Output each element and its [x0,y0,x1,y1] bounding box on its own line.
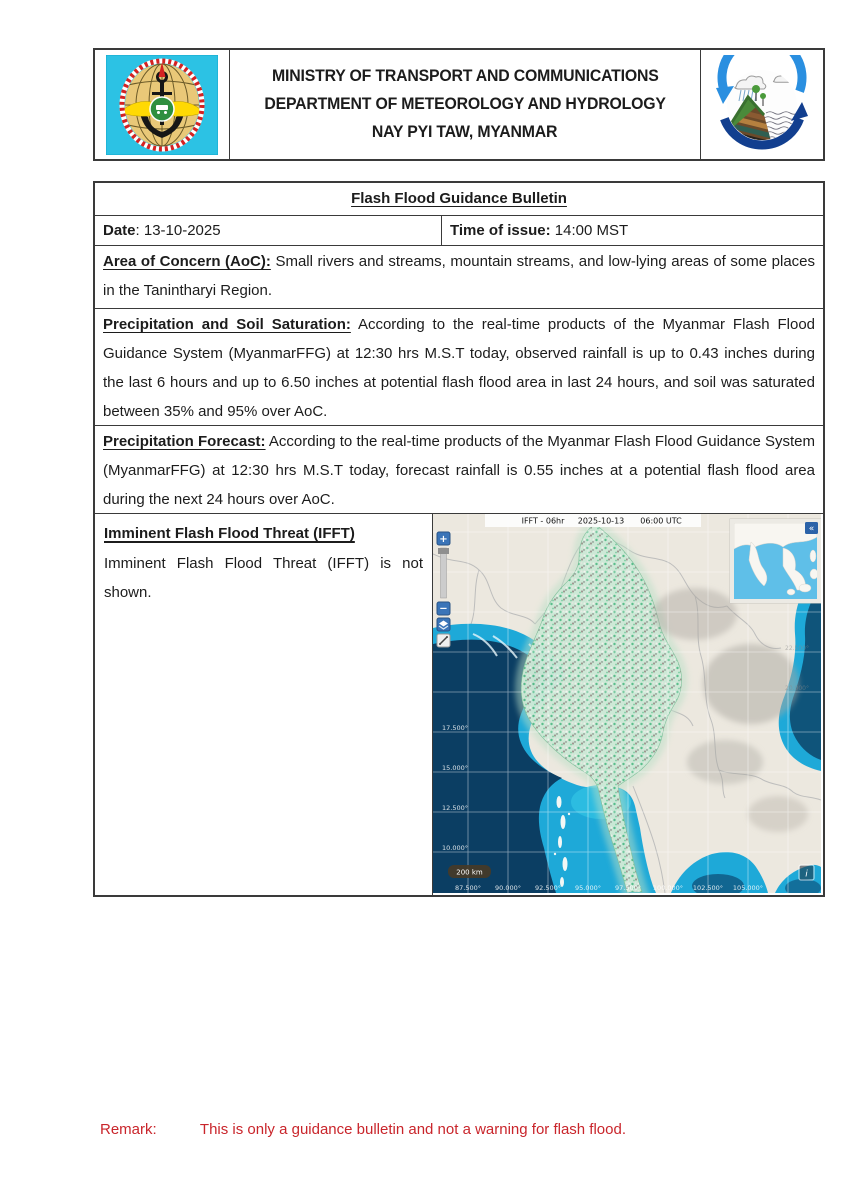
department-title: DEPARTMENT OF METEOROLOGY AND HYDROLOGY [264,95,666,113]
svg-text:10.000°: 10.000° [442,844,468,852]
svg-text:100.000°: 100.000° [652,884,684,892]
remark-text: This is only a guidance bulletin and not a warning for flash flood. [199,1121,626,1138]
date-cell [95,216,442,245]
date-value: : 13-10-2025 [135,222,221,239]
map-time-label: 06:00 UTC [640,516,682,526]
ifft-map-cell [433,514,823,895]
bulletin-table [93,181,825,897]
map-date-label: 2025-10-13 [577,516,625,526]
zoom-slider-handle[interactable] [438,548,449,554]
ffg-map-canvas[interactable] [433,514,821,893]
svg-text:87.500°: 87.500° [455,884,481,892]
svg-text:20.000°: 20.000° [785,685,809,692]
remark-label: Remark: [100,1121,157,1138]
svg-text:105.000°: 105.000° [732,884,764,892]
hydrology-cycle-logo [714,55,810,155]
time-value: 14:00 MST [550,222,629,239]
aoc-text: Small rivers and streams, mountain streams, and low-lying areas of some places in the Tanintharyi Region. [103,253,816,299]
ifft-heading: Imminent Flash Flood Threat (IFFT) [104,525,355,542]
map-product-label: IFFT - 06hr [521,516,565,526]
zoom-in-button[interactable] [437,532,450,545]
aoc-row [95,246,823,309]
svg-text:i: i [805,869,808,880]
time-label: Time of issue: [450,222,551,239]
dmh-seal-logo [106,55,218,155]
dmh-seal-logo-cell [95,50,230,159]
overview-minimap[interactable] [730,519,821,603]
bulletin-title: Flash Flood Guidance Bulletin [351,190,567,207]
remark-line [100,1121,626,1138]
ifft-row [95,514,823,895]
date-label: Date [103,222,136,239]
hydro-logo-cell [701,50,823,159]
precip-row [95,309,823,426]
measure-button[interactable] [437,634,450,647]
forecast-label: Precipitation Forecast: [103,433,266,450]
ifft-text: Imminent Flash Flood Threat (IFFT) is not shown. [104,555,423,601]
forecast-row [95,426,823,514]
svg-text:92.500°: 92.500° [535,884,561,892]
bulletin-title-row [95,183,823,216]
layers-button[interactable] [437,618,450,631]
ministry-title: MINISTRY OF TRANSPORT AND COMMUNICATIONS [271,67,659,85]
svg-text:200 km: 200 km [456,868,483,877]
aoc-label: Area of Concern (AoC): [103,253,271,270]
precip-text: According to the real-time products of the Myanmar Flash Flood Guidance System (MyanmarFFG) at 12:30 hrs M.S.T today, observed rainfall is up to 0.43 inches during the last 6 hours and up to 6.50 inches at potential flash flood area in last 24 hours, and soil was saturated between 35% and 95% over AoC. [103,316,815,420]
map-header-bar [485,514,701,527]
header-titles [230,50,701,159]
minimap-collapse-button[interactable] [805,522,818,534]
svg-text:22.500°: 22.500° [785,645,809,652]
svg-text:15.000°: 15.000° [442,764,468,772]
forecast-text: According to the real-time products of the Myanmar Flash Flood Guidance System (MyanmarFFG) at 12:30 hrs M.S.T today, forecast rainfall is 0.55 inches at a potential flash flood area during the next 24 hours over AoC. [103,433,815,508]
svg-text:17.500°: 17.500° [442,724,468,732]
svg-text:90.000°: 90.000° [495,884,521,892]
svg-text:+: + [439,533,448,545]
scale-bar [448,865,491,878]
svg-text:95.000°: 95.000° [575,884,601,892]
svg-text:102.500°: 102.500° [692,884,724,892]
zoom-out-button[interactable] [437,602,450,615]
svg-text:12.500°: 12.500° [442,804,468,812]
time-cell [442,216,823,245]
svg-text:97.500°: 97.500° [615,884,641,892]
location-title: NAY PYI TAW, MYANMAR [372,123,558,141]
header-band [93,48,825,161]
info-button[interactable] [799,865,814,880]
svg-text:«: « [808,524,815,534]
precip-label: Precipitation and Soil Saturation: [103,316,351,333]
ifft-text-cell [95,514,433,895]
svg-text:−: − [439,603,448,615]
date-row [95,216,823,246]
